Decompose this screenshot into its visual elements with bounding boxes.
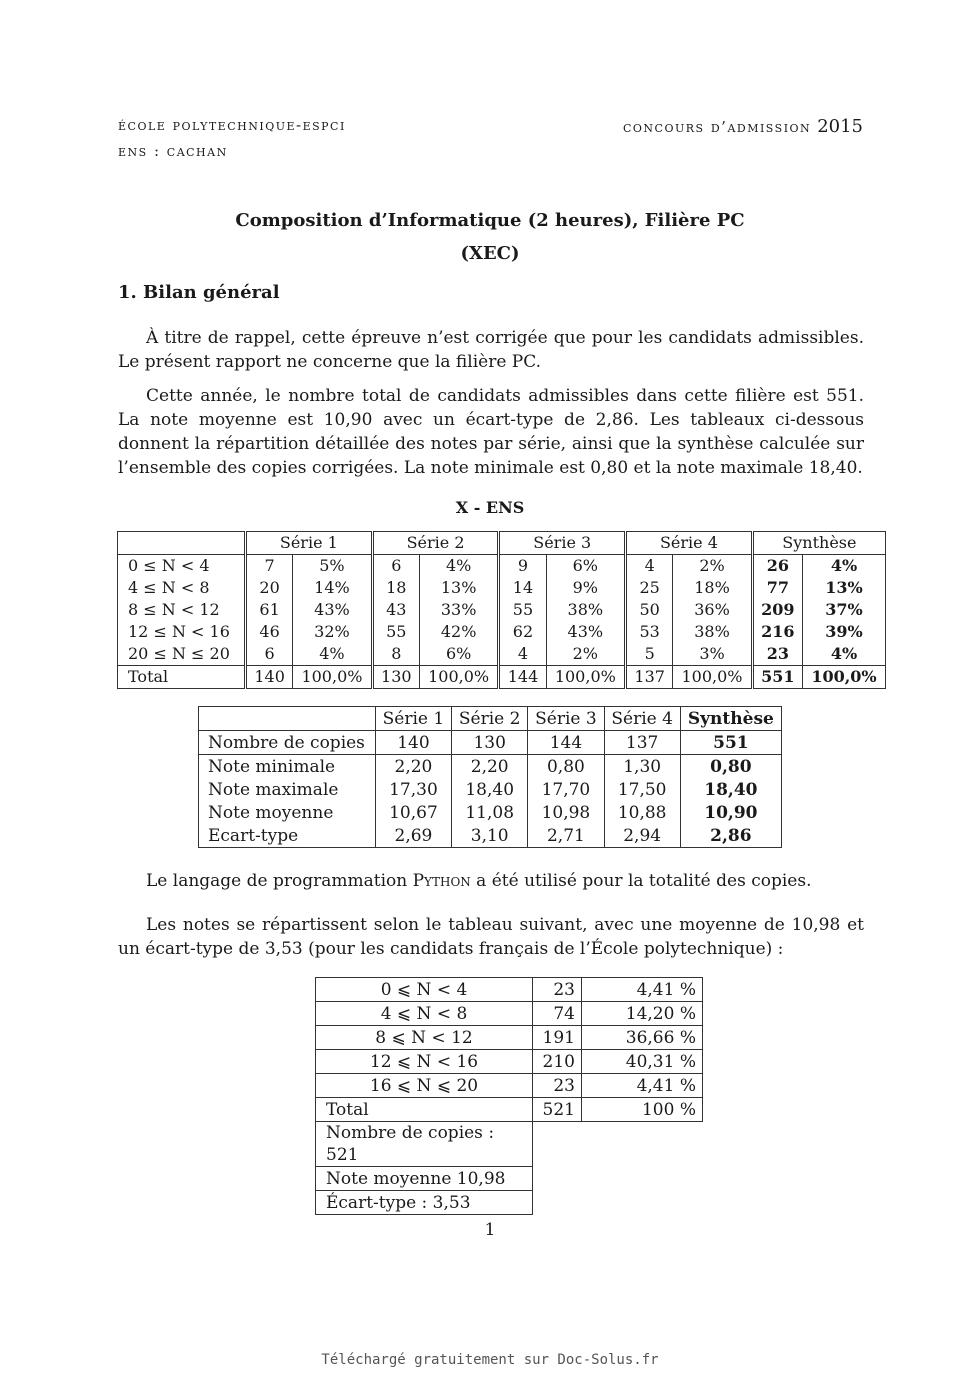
exam-label: [623, 116, 863, 137]
table-cell: 18,40: [452, 778, 528, 801]
table-cell: 137: [604, 731, 680, 755]
table-cell: 18%: [673, 577, 752, 599]
table-cell: 43%: [546, 621, 625, 643]
table-cell: 137: [626, 666, 673, 689]
table-cell: 25: [626, 577, 673, 599]
percent-cell: 14,20 %: [582, 1002, 703, 1026]
table-cell: 17,50: [604, 778, 680, 801]
count-cell: 521: [533, 1098, 582, 1122]
table-cell: 4%: [802, 555, 885, 578]
doc-title: Composition d’Informatique (2 heures), Filière PC: [235, 210, 745, 231]
table-cell: 144: [499, 666, 546, 689]
table-cell: 62: [499, 621, 546, 643]
table-row: [199, 824, 782, 848]
table-row: [316, 978, 703, 1002]
table-cell: 32%: [293, 621, 372, 643]
table-row: [118, 599, 886, 621]
col-header: Série 2: [452, 707, 528, 731]
blank-cell: [582, 1191, 703, 1215]
table-cell: 130: [372, 666, 419, 689]
table-cell: 551: [680, 731, 781, 755]
count-cell: 23: [533, 1074, 582, 1098]
exam-label-text: concours d’admission: [623, 118, 812, 136]
blank-cell: [533, 1167, 582, 1191]
table-cell: 2,94: [604, 824, 680, 848]
table-cell: 0,80: [680, 755, 781, 779]
table-cell: 5: [626, 643, 673, 666]
col-header: Série 2: [372, 532, 499, 555]
summary-row: [316, 1122, 703, 1167]
table-row: [118, 577, 886, 599]
table-cell: 4: [499, 643, 546, 666]
table-row: [118, 555, 886, 578]
python-name: Python: [412, 871, 471, 891]
doc-subtitle: (XEC): [460, 243, 520, 264]
table-row: [316, 1050, 703, 1074]
table-row: [316, 1026, 703, 1050]
table-cell: 43%: [293, 599, 372, 621]
table-cell: 17,30: [375, 778, 451, 801]
count-cell: 74: [533, 1002, 582, 1026]
table-cell: 100,0%: [673, 666, 752, 689]
school-name: école polytechnique-espci: [118, 116, 346, 134]
table-cell: 10,90: [680, 801, 781, 824]
table-cell: 42%: [419, 621, 498, 643]
table-cell: 33%: [419, 599, 498, 621]
table-corner: [199, 707, 376, 731]
col-header: Synthèse: [680, 707, 781, 731]
row-label: Total: [118, 666, 246, 689]
total-row: [118, 666, 886, 689]
table-cell: 6%: [546, 555, 625, 578]
table-cell: 209: [752, 599, 802, 621]
table-cell: 61: [246, 599, 293, 621]
table-cell: 100,0%: [293, 666, 372, 689]
school-name-2: ens : cachan: [118, 142, 228, 160]
table-row: [316, 1074, 703, 1098]
table-cell: 100,0%: [419, 666, 498, 689]
col-header: Série 1: [246, 532, 373, 555]
table-cell: 38%: [673, 621, 752, 643]
table-cell: 144: [528, 731, 604, 755]
summary-row: [316, 1167, 703, 1191]
table-cell: 13%: [802, 577, 885, 599]
row-label: 20 ≤ N ≤ 20: [128, 644, 230, 663]
paragraph-1: À titre de rappel, cette épreuve n’est corrigée que pour les candidats admissibles. Le présent rapport ne concerne que la filière PC.: [118, 328, 864, 372]
count-cell: 191: [533, 1026, 582, 1050]
percent-cell: 36,66 %: [582, 1026, 703, 1050]
table-cell: 6%: [419, 643, 498, 666]
table-cell: 8: [372, 643, 419, 666]
table-cell: 216: [752, 621, 802, 643]
table-cell: 2,69: [375, 824, 451, 848]
table-cell: 1,30: [604, 755, 680, 779]
table-corner: [118, 532, 246, 555]
exam-year: 2015: [817, 116, 863, 137]
p3-before: Le langage de programmation: [146, 871, 413, 891]
table-cell: 130: [452, 731, 528, 755]
table-cell: 100,0%: [546, 666, 625, 689]
table-cell: 36%: [673, 599, 752, 621]
table-cell: 77: [752, 577, 802, 599]
row-label: Note maximale: [199, 778, 376, 801]
percent-cell: 4,41 %: [582, 1074, 703, 1098]
percent-cell: 40,31 %: [582, 1050, 703, 1074]
table-cell: 4%: [293, 643, 372, 666]
table-cell: 100,0%: [802, 666, 885, 689]
table-cell: 2,20: [375, 755, 451, 779]
table-cell: 2%: [546, 643, 625, 666]
row-label: Note minimale: [199, 755, 376, 779]
table-cell: 2,86: [680, 824, 781, 848]
table-cell: 10,88: [604, 801, 680, 824]
row-label: 4 ≤ N < 8: [128, 578, 210, 597]
table-row: [316, 1002, 703, 1026]
row-label: Note moyenne: [199, 801, 376, 824]
range-cell: 8 ⩽ N < 12: [316, 1026, 533, 1050]
table-cell: 50: [626, 599, 673, 621]
table-cell: 7: [246, 555, 293, 578]
blank-cell: [533, 1191, 582, 1215]
table-header-row: [118, 532, 886, 555]
table-row: [118, 643, 886, 666]
table-row: [199, 731, 782, 755]
col-header: Synthèse: [752, 532, 885, 555]
table-cell: 14%: [293, 577, 372, 599]
table-cell: 4%: [802, 643, 885, 666]
table-cell: 26: [752, 555, 802, 578]
section-heading: 1. Bilan général: [118, 282, 280, 303]
table-cell: 38%: [546, 599, 625, 621]
row-label: 0 ≤ N < 4: [128, 556, 210, 575]
table-cell: 46: [246, 621, 293, 643]
col-header: Série 3: [499, 532, 626, 555]
table-cell: 13%: [419, 577, 498, 599]
grade-distribution-table: [315, 977, 703, 1215]
p3-after: a été utilisé pour la totalité des copies.: [470, 871, 812, 891]
table-cell: 3,10: [452, 824, 528, 848]
paragraph-4: Les notes se répartissent selon le tableau suivant, avec une moyenne de 10,98 et un écart-type de 3,53 (pour les candidats français de l’École polytechnique) :: [118, 915, 864, 959]
table-cell: 9: [499, 555, 546, 578]
table-cell: 140: [246, 666, 293, 689]
row-label: 8 ≤ N < 12: [128, 600, 220, 619]
table-cell: 20: [246, 577, 293, 599]
row-label: 12 ≤ N < 16: [128, 622, 230, 641]
table-cell: 3%: [673, 643, 752, 666]
range-cell: 0 ⩽ N < 4: [316, 978, 533, 1002]
paragraph-3: [118, 869, 864, 893]
table-cell: 10,98: [528, 801, 604, 824]
table-row: [199, 755, 782, 779]
table-cell: 11,08: [452, 801, 528, 824]
table-cell: 55: [499, 599, 546, 621]
summary-cell: Note moyenne 10,98: [316, 1167, 533, 1191]
count-cell: 23: [533, 978, 582, 1002]
series-distribution-table: [117, 531, 886, 689]
table-row: [118, 621, 886, 643]
download-footer: Téléchargé gratuitement sur Doc-Solus.fr: [321, 1352, 659, 1368]
series-stats-table: [198, 706, 782, 848]
table-cell: 5%: [293, 555, 372, 578]
col-header: Série 3: [528, 707, 604, 731]
page-number: 1: [484, 1220, 496, 1240]
table-cell: 0,80: [528, 755, 604, 779]
table-row: [199, 801, 782, 824]
table-cell: 37%: [802, 599, 885, 621]
table-cell: 43: [372, 599, 419, 621]
table-row: [199, 778, 782, 801]
table-cell: 6: [246, 643, 293, 666]
paragraph-2: Cette année, le nombre total de candidats admissibles dans cette filière est 551. La note moyenne est 10,90 avec un écart-type de 2,86. Les tableaux ci-dessous donnent la répartition détaillée des notes par série, ainsi que la synthèse calculée sur l’ensemble des copies corrigées. La note minimale est 0,80 et la note maximale 18,40.: [118, 386, 864, 478]
percent-cell: 4,41 %: [582, 978, 703, 1002]
table-header-row: [199, 707, 782, 731]
col-header: Série 4: [626, 532, 753, 555]
table-cell: 6: [372, 555, 419, 578]
summary-cell: Nombre de copies : 521: [316, 1122, 533, 1167]
table1-caption: X - ENS: [455, 498, 525, 517]
table-cell: 9%: [546, 577, 625, 599]
table-cell: 4%: [419, 555, 498, 578]
table-cell: 18,40: [680, 778, 781, 801]
range-cell: 4 ⩽ N < 8: [316, 1002, 533, 1026]
table-cell: 551: [752, 666, 802, 689]
table-cell: 39%: [802, 621, 885, 643]
summary-cell: Écart-type : 3,53: [316, 1191, 533, 1215]
table-cell: 53: [626, 621, 673, 643]
range-cell: 12 ⩽ N < 16: [316, 1050, 533, 1074]
table-cell: 18: [372, 577, 419, 599]
table-cell: 140: [375, 731, 451, 755]
table-cell: 2%: [673, 555, 752, 578]
table-cell: 2,71: [528, 824, 604, 848]
range-cell: Total: [316, 1098, 533, 1122]
table-cell: 2,20: [452, 755, 528, 779]
table-cell: 55: [372, 621, 419, 643]
blank-cell: [582, 1122, 703, 1167]
blank-cell: [582, 1167, 703, 1191]
table-row: [316, 1098, 703, 1122]
table-cell: 23: [752, 643, 802, 666]
blank-cell: [533, 1122, 582, 1167]
table-cell: 10,67: [375, 801, 451, 824]
row-label: Nombre de copies: [199, 731, 376, 755]
table-cell: 17,70: [528, 778, 604, 801]
count-cell: 210: [533, 1050, 582, 1074]
col-header: Série 4: [604, 707, 680, 731]
range-cell: 16 ⩽ N ⩽ 20: [316, 1074, 533, 1098]
table-cell: 14: [499, 577, 546, 599]
percent-cell: 100 %: [582, 1098, 703, 1122]
row-label: Ecart-type: [199, 824, 376, 848]
summary-row: [316, 1191, 703, 1215]
col-header: Série 1: [375, 707, 451, 731]
table-cell: 4: [626, 555, 673, 578]
